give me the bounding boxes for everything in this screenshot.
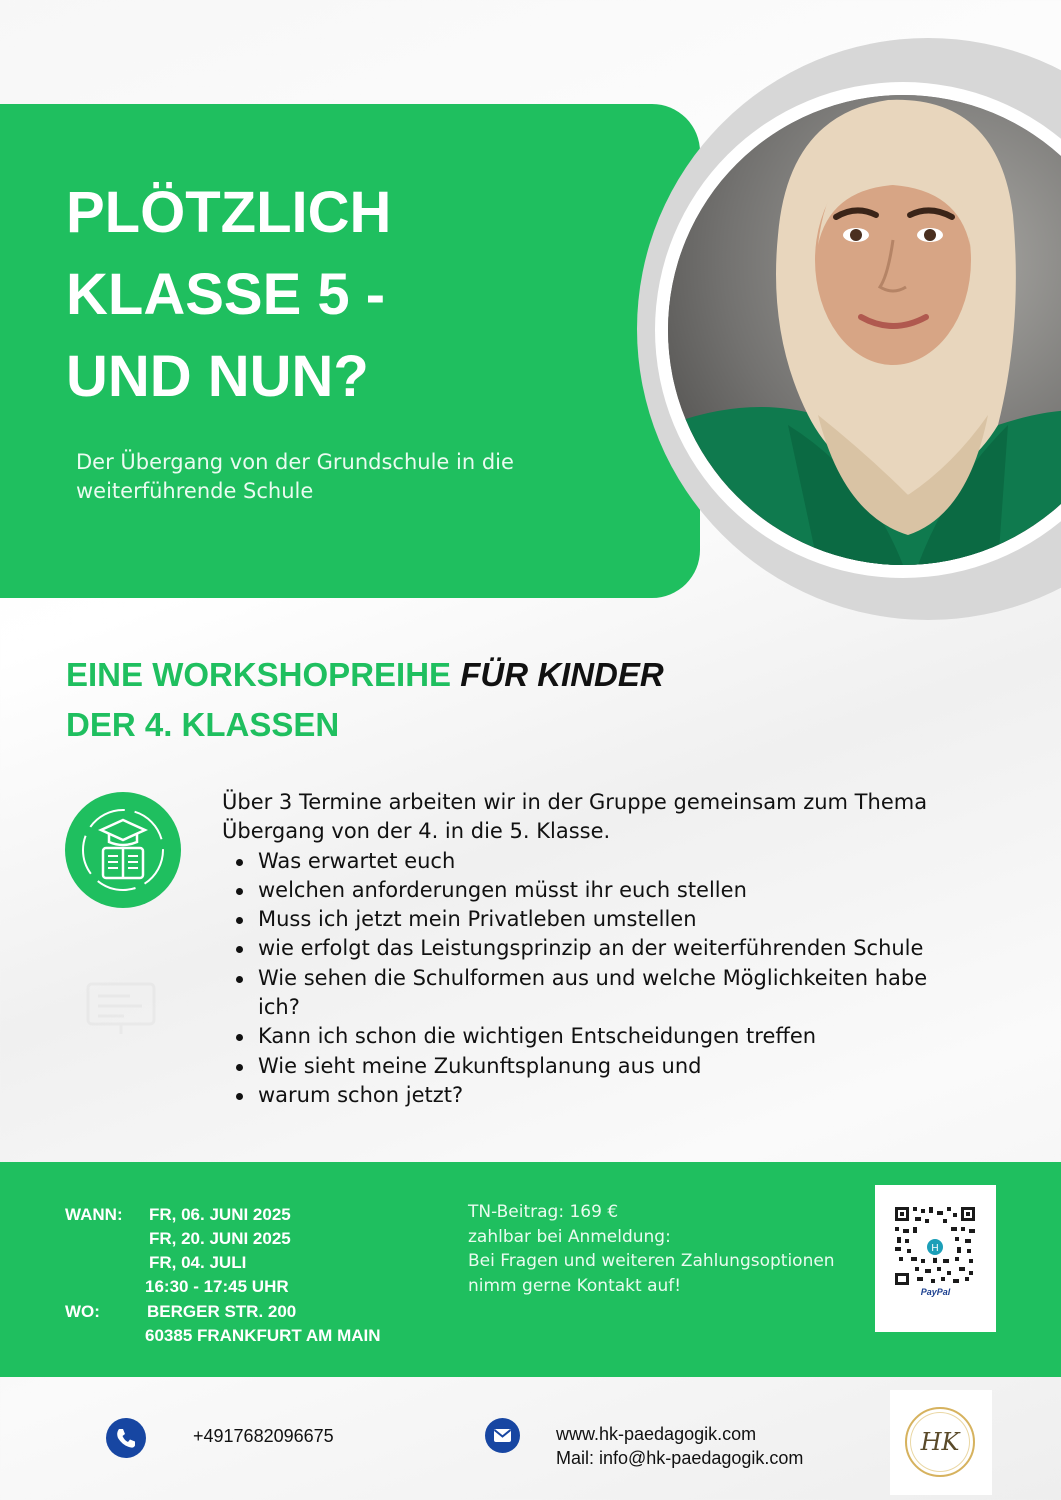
date-3: FR, 04. JULI bbox=[149, 1253, 247, 1272]
presentation-icon bbox=[80, 980, 162, 1036]
fee-line: nimm gerne Kontakt auf! bbox=[468, 1275, 682, 1296]
fee-line: TN-Beitrag: 169 € bbox=[468, 1202, 619, 1222]
phone-icon[interactable] bbox=[106, 1418, 146, 1458]
presentation-icon-svg bbox=[80, 980, 162, 1036]
email-link[interactable]: Mail: info@hk-paedagogik.com bbox=[556, 1448, 804, 1468]
logo-monogram: HK bbox=[905, 1407, 975, 1477]
where-label: WO: bbox=[65, 1302, 100, 1321]
qr-center-letter: H bbox=[931, 1243, 939, 1254]
heading-emphasis: FÜR KINDER bbox=[460, 656, 664, 693]
topic-list bbox=[258, 847, 962, 1111]
paypal-qr-code[interactable] bbox=[875, 1185, 996, 1332]
hero-title-line: PLÖTZLICH bbox=[66, 180, 392, 245]
graduation-book-icon-svg bbox=[65, 792, 181, 908]
fee-line: zahlbar bei Anmeldung: bbox=[468, 1226, 671, 1247]
mail-icon[interactable] bbox=[485, 1418, 520, 1453]
when-label: WANN: bbox=[65, 1205, 123, 1224]
intro-line: Übergang von der 4. in die 5. Klasse. bbox=[222, 819, 611, 844]
mail-icon-svg bbox=[485, 1418, 520, 1453]
hero-subtitle-line: weiterführende Schule bbox=[76, 479, 314, 503]
website-link[interactable]: www.hk-paedagogik.com bbox=[556, 1424, 757, 1444]
address-street: BERGER STR. 200 bbox=[147, 1302, 297, 1321]
intro-line: Über 3 Termine arbeiten wir in der Gruppe gemeinsam zum Thema bbox=[222, 790, 928, 814]
list-item: Kann ich schon die wichtigen Entscheidungen treffen bbox=[258, 1022, 962, 1051]
list-item: wie erfolgt das Leistungsprinzip an der weiterführenden Schule bbox=[258, 934, 962, 963]
address-city: 60385 FRANKFURT AM MAIN bbox=[145, 1326, 381, 1345]
web-contact bbox=[556, 1422, 803, 1470]
list-item: Wie sieht meine Zukunftsplanung aus und bbox=[258, 1052, 962, 1081]
fee-info bbox=[468, 1200, 868, 1298]
hero-subtitle-line: Der Übergang von der Grundschule in die bbox=[76, 450, 514, 474]
list-item: Was erwartet euch bbox=[258, 847, 962, 876]
phone-number[interactable]: +4917682096675 bbox=[193, 1426, 334, 1446]
time-range: 16:30 - 17:45 UHR bbox=[145, 1277, 289, 1296]
date-1: FR, 06. JUNI 2025 bbox=[149, 1205, 291, 1224]
paypal-label: PayPal bbox=[920, 1287, 951, 1297]
list-item: Wie sehen die Schulformen aus und welche Möglichkeiten habe ich? bbox=[258, 964, 938, 1023]
hero-subtitle bbox=[76, 448, 596, 506]
graduation-book-icon bbox=[65, 792, 181, 908]
logo bbox=[890, 1390, 992, 1495]
hero-title-line: KLASSE 5 - bbox=[66, 262, 386, 327]
list-item: welchen anforderungen müsst ihr euch stellen bbox=[258, 876, 962, 905]
fee-line: Bei Fragen und weiteren Zahlungsoptionen bbox=[468, 1251, 835, 1271]
list-item: warum schon jetzt? bbox=[258, 1081, 962, 1110]
qr-code-icon bbox=[875, 1185, 996, 1285]
hero-title-line: UND NUN? bbox=[66, 344, 369, 409]
phone-icon-svg bbox=[106, 1418, 146, 1458]
workshop-description bbox=[222, 788, 962, 1110]
list-item: Muss ich jetzt mein Privatleben umstellen bbox=[258, 905, 962, 934]
date-2: FR, 20. JUNI 2025 bbox=[149, 1229, 291, 1248]
workshop-heading bbox=[66, 650, 766, 750]
hero-title bbox=[66, 172, 626, 418]
heading-part: EINE WORKSHOPREIHE bbox=[66, 656, 461, 693]
heading-line: DER 4. KLASSEN bbox=[66, 706, 340, 743]
